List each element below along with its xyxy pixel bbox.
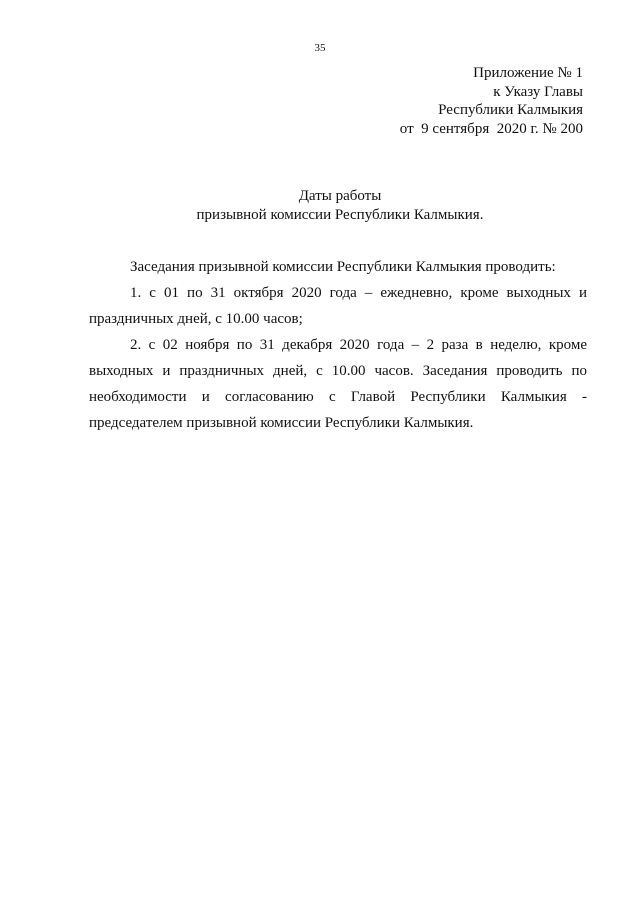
appendix-header — [323, 64, 583, 138]
item-2-line-3: необходимости и согласованию с Главой Республики Калмыкия - — [89, 389, 587, 405]
title-line-2: призывной комиссии Республики Калмыкия. — [196, 206, 484, 223]
item-1-line-2: праздничных дней, с 10.00 часов; — [89, 311, 303, 327]
item-2-line-2: выходных и праздничных дней, с 10.00 часов. Заседания проводить по — [89, 363, 587, 379]
item-2-line-1: 2. с 02 ноября по 31 декабря 2020 года – 2 раза в неделю, кроме — [130, 337, 587, 353]
appendix-line-3: Республики Калмыкия — [438, 102, 583, 118]
item-1-line-1: 1. с 01 по 31 октября 2020 года – ежедневно, кроме выходных и — [130, 285, 587, 301]
page-number: 35 — [314, 42, 326, 54]
title-line-1: Даты работы — [298, 188, 382, 204]
list-item-2 — [89, 332, 587, 436]
list-item-1 — [89, 280, 587, 332]
appendix-line-1: Приложение № 1 — [473, 65, 583, 81]
item-2-line-4: председателем призывной комиссии Республики Калмыкия. — [89, 415, 474, 431]
document-title — [0, 187, 640, 224]
intro-paragraph: Заседания призывной комиссии Республики Калмыкия проводить: — [130, 259, 556, 275]
appendix-line-2: к Указу Главы — [493, 83, 583, 100]
document-body — [89, 254, 587, 436]
appendix-line-4: от 9 сентября 2020 г. № 200 — [399, 120, 583, 137]
